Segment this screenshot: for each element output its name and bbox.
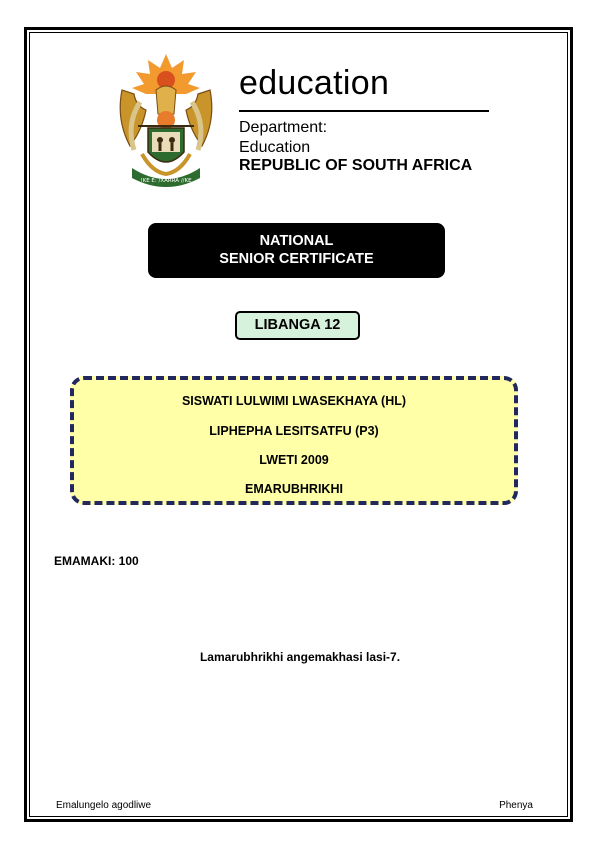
brand-wordmark: education [239, 64, 390, 102]
department-header [112, 44, 492, 194]
coat-of-arms-icon [112, 50, 220, 190]
certificate-banner [148, 223, 445, 278]
department-name: Education [239, 139, 311, 156]
turn-over-label: Phenya [499, 800, 533, 811]
certificate-line-1: NATIONAL [259, 233, 334, 249]
page-count-note: Lamarubhrikhi angemakhasi lasi-7. [199, 650, 401, 664]
grade-badge: LIBANGA 12 [235, 311, 360, 340]
certificate-line-2: SENIOR CERTIFICATE [219, 251, 374, 267]
total-marks: EMAMAKI: 100 [54, 554, 139, 568]
department-label: Department: [239, 119, 328, 136]
paper-number: LIPHEPHA LESITSATFU (P3) [209, 424, 379, 438]
paper-details-box [70, 376, 518, 505]
country-name: REPUBLIC OF SOUTH AFRICA [239, 157, 473, 174]
svg-text:!KE E: /XARRA //KE: !KE E: /XARRA //KE [140, 178, 192, 184]
brand-rule [239, 110, 489, 112]
paper-session: LWETI 2009 [259, 453, 329, 467]
copyright-notice: Emalungelo agodliwe [56, 800, 152, 811]
paper-document-type: EMARUBHRIKHI [245, 482, 343, 496]
paper-subject: SISWATI LULWIMI LWASEKHAYA (HL) [181, 394, 407, 408]
